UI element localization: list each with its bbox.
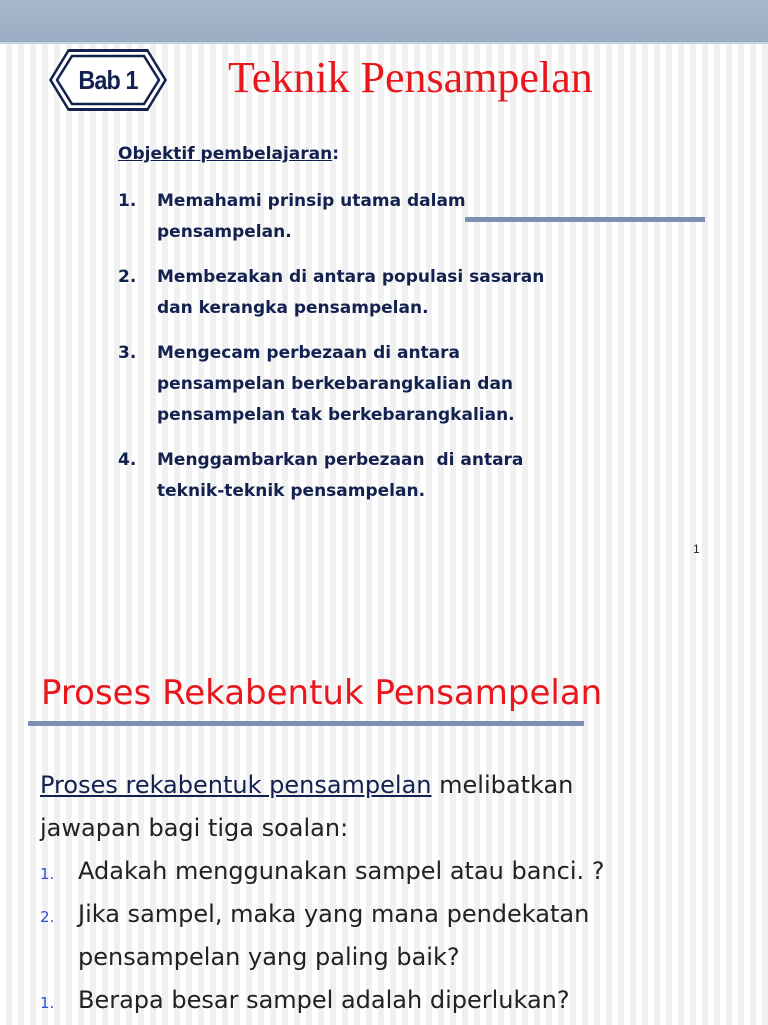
objective-line: dan kerangka pensampelan. (157, 298, 429, 318)
objective-item (118, 445, 678, 507)
objective-line: Mengecam perbezaan di antara (157, 343, 461, 363)
intro-line (40, 764, 680, 807)
objective-line: pensampelan tak berkebarangkalian. (157, 405, 515, 425)
question-line: pensampelan yang paling baik? (78, 943, 460, 971)
title-rule (28, 721, 584, 726)
question-number: 1. (40, 865, 55, 883)
question-number: 1. (40, 994, 55, 1012)
top-banner (0, 0, 768, 42)
intro-text: melibatkan (431, 771, 574, 799)
question-line: Jika sampel, maka yang mana pendekatan (78, 900, 590, 928)
slide-2 (0, 577, 768, 1024)
question-line: Berapa besar sampel adalah diperlukan? (78, 986, 570, 1014)
intro-link[interactable]: Proses rekabentuk pensampelan (40, 771, 432, 799)
questions-list (40, 850, 740, 1022)
objectives-heading-text: Objektif pembelajaran (118, 144, 333, 164)
intro-line: jawapan bagi tiga soalan: (40, 814, 349, 842)
objectives-list (118, 186, 678, 507)
objective-line: Menggambarkan perbezaan di antara (157, 450, 524, 470)
objective-number: 4. (118, 450, 137, 470)
question-line: Adakah menggunakan sampel atau banci. ? (78, 857, 605, 885)
slide-title: Proses Rekabentuk Pensampelan (41, 673, 603, 713)
question-number: 2. (40, 908, 55, 926)
objective-item (118, 262, 678, 324)
objective-item (118, 338, 678, 431)
question-item (40, 850, 740, 893)
page-number: 1 (693, 542, 700, 556)
top-banner-line (0, 42, 768, 44)
slide-title: Teknik Pensampelan (228, 53, 593, 102)
question-item (40, 979, 740, 1022)
objective-line: pensampelan berkebarangkalian dan (157, 374, 514, 394)
objective-line: Membezakan di antara populasi sasaran (157, 267, 545, 287)
objective-number: 2. (118, 267, 137, 287)
objectives-heading-colon: : (332, 144, 340, 164)
chapter-badge-label: Bab 1 (78, 64, 138, 95)
objective-line: pensampelan. (157, 222, 292, 242)
objective-item (118, 186, 678, 248)
question-item (40, 893, 740, 979)
objective-line: teknik-teknik pensampelan. (157, 481, 426, 501)
intro-paragraph (40, 764, 680, 850)
objectives-heading (118, 144, 339, 164)
objective-line: Memahami prinsip utama dalam (157, 191, 466, 211)
objective-number: 3. (118, 343, 137, 363)
objective-number: 1. (118, 191, 137, 211)
